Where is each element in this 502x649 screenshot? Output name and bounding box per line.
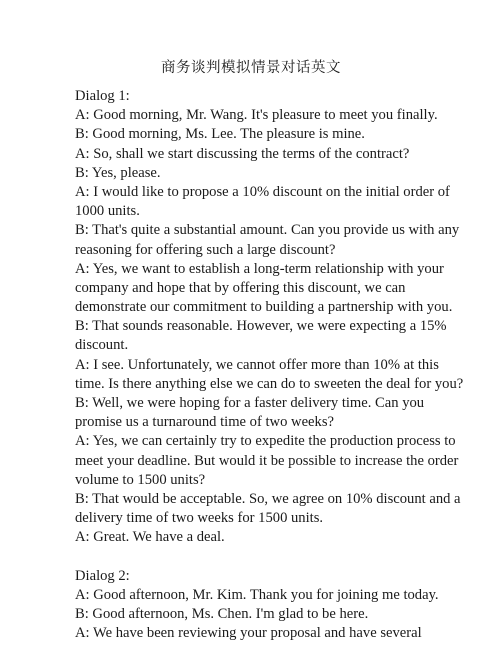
- dialog-line: B: Good morning, Ms. Lee. The pleasure is mine.: [75, 126, 365, 143]
- dialog-heading: Dialog 1:: [75, 88, 130, 104]
- dialog-line: A: So, shall we start discussing the terms of the contract?: [75, 145, 410, 162]
- document-body: [75, 87, 464, 643]
- dialog-line: discount.: [75, 337, 129, 354]
- dialog-line: B: That sounds reasonable. However, we were expecting a 15%: [75, 318, 447, 335]
- dialog-line: B: Good afternoon, Ms. Chen. I'm glad to be here.: [75, 606, 369, 623]
- dialog-line: B: Well, we were hoping for a faster delivery time. Can you: [75, 395, 425, 411]
- dialog-line: promise us a turnaround time of two weeks?: [75, 414, 334, 431]
- dialog-line: A: Yes, we can certainly try to expedite the production process to: [75, 433, 456, 450]
- dialog-line: company and hope that by offering this discount, we can: [75, 279, 406, 296]
- paragraph-gap: [75, 548, 435, 567]
- dialog-line: reasoning for offering such a large discount?: [75, 241, 336, 258]
- dialog-line: B: Yes, please.: [75, 164, 161, 181]
- dialog-line: B: That would be acceptable. So, we agree on 10% discount and a: [75, 490, 461, 507]
- dialog-line: A: Great. We have a deal.: [75, 529, 225, 546]
- document-title: 商务谈判模拟情景对话英文: [161, 60, 341, 76]
- dialog-line: B: That's quite a substantial amount. Can you provide us with any: [75, 222, 460, 239]
- dialog-line: A: Good afternoon, Mr. Kim. Thank you for joining me today.: [75, 586, 439, 603]
- dialog-line: A: Good morning, Mr. Wang. It's pleasure to meet you finally.: [75, 107, 438, 124]
- dialog-line: A: I see. Unfortunately, we cannot offer more than 10% at this: [75, 356, 439, 373]
- dialog-heading: Dialog 2:: [75, 567, 130, 584]
- dialog-line: demonstrate our commitment to building a partnership with you.: [75, 299, 453, 316]
- dialog-line: time. Is there anything else we can do to sweeten the deal for you?: [75, 375, 464, 392]
- dialog-line: volume to 1500 units?: [75, 471, 206, 488]
- dialog-line: A: I would like to propose a 10% discount on the initial order of: [75, 183, 450, 200]
- dialog-line: A: We have been reviewing your proposal and have several: [75, 625, 422, 642]
- dialog-line: meet your deadline. But would it be possible to increase the order: [75, 452, 459, 469]
- dialog-line: 1000 units.: [75, 203, 140, 220]
- dialog-line: delivery time of two weeks for 1500 units.: [75, 510, 324, 527]
- dialog-line: A: Yes, we want to establish a long-term relationship with your: [75, 260, 444, 277]
